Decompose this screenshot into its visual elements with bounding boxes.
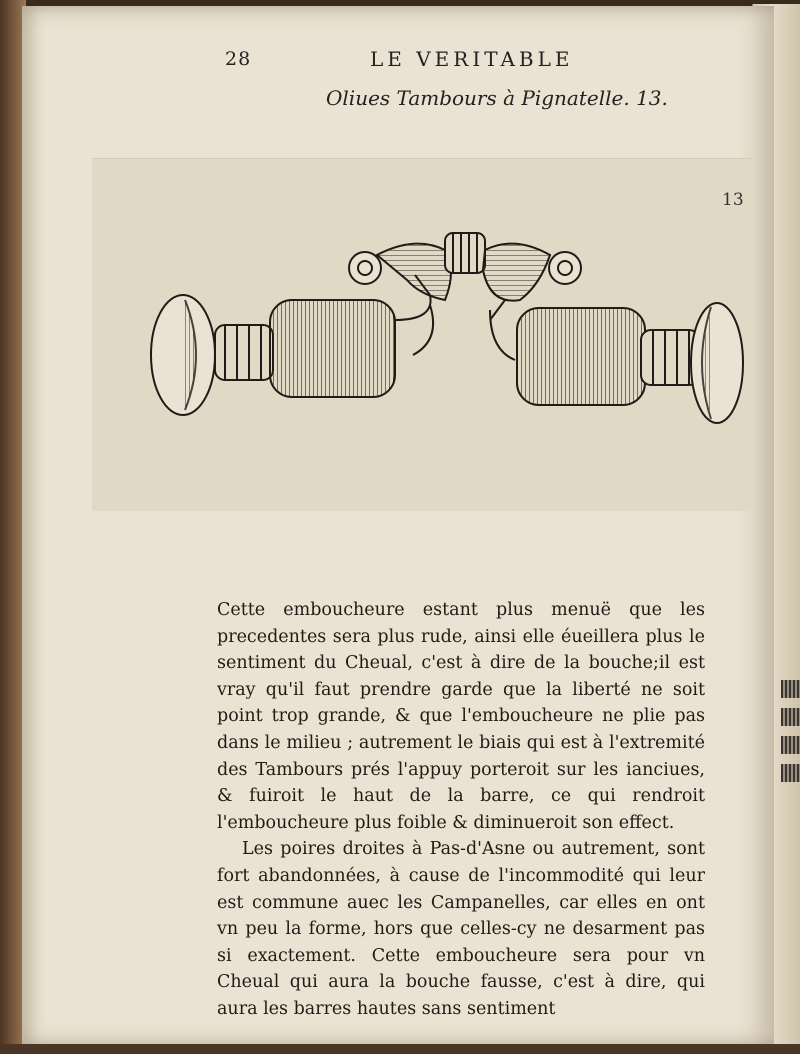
body-text (217, 597, 705, 1023)
figure-caption: Oliues Tambours à Pignatelle. 13. (326, 86, 668, 110)
running-head: LE VERITABLE (370, 47, 574, 71)
plate-number: 13 (722, 190, 744, 210)
paragraph-1: Cette emboucheure estant plus menuë que les precedentes sera plus rude, ainsi elle éueillera plus le sentiment du Cheual, c'est à dire de la bouche;il est vray qu'il faut prendre garde que la liberté ne soit point trop grande, & que l'emboucheure ne plie pas dans le milieu ; autrement le biais qui est à l'extremité des Tambours prés l'appuy porteroit sur les ianciues, & fuiroit le haut de la barre, ce qui rendroit l'emboucheure plus foible & diminueroit son effect. (217, 600, 705, 833)
bottom-edge (0, 1044, 800, 1054)
paragraph-2: Les poires droites à Pas-d'Asne ou autrement, sont fort abandonnées, à cause de l'incommodité qui leur est commune auec les Campanelles, car elles en ont vn peu la forme, hors que celles-cy ne desarment pas si exactement. Cette emboucheure sera pour vn Cheual qui aura la bouche fausse, c'est à dire, qui aura les barres hautes sans sentiment (217, 839, 705, 1019)
page-number: 28 (225, 48, 252, 70)
bit-engraving-illustration (145, 225, 745, 430)
